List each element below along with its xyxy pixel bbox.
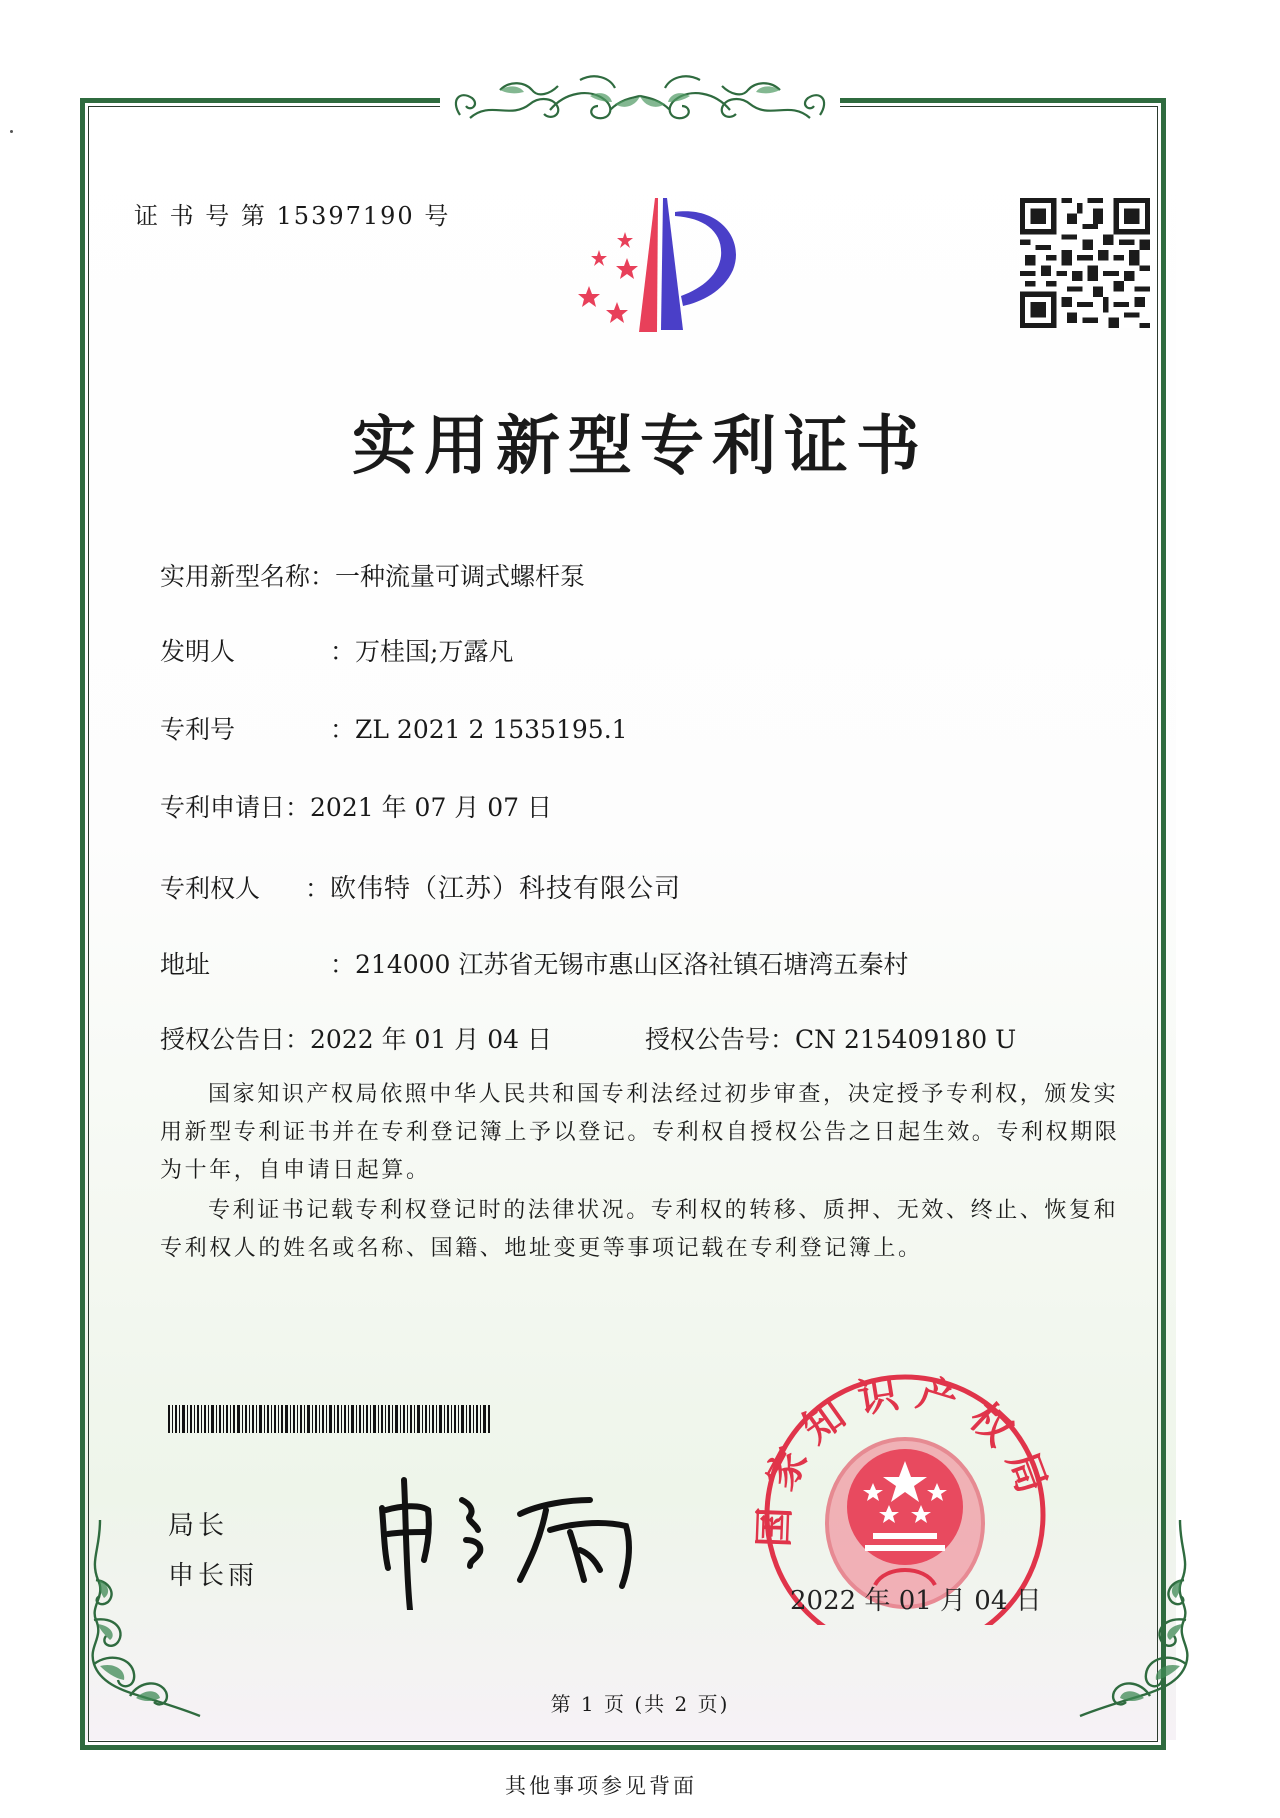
field-patent-number [160, 710, 628, 746]
field-label [160, 945, 330, 981]
label-char: 地 [160, 950, 186, 979]
field-value: CN 215409180 U [795, 1025, 1017, 1054]
label-colon: ： [305, 874, 331, 903]
certificate-title: 实用新型专利证书 [352, 409, 928, 484]
field-patentee [160, 868, 681, 905]
label-char: 号 [210, 715, 236, 744]
field-label: 专利申请日： [160, 793, 311, 822]
field-label: 授权公告号： [645, 1025, 796, 1054]
certificate-number-value: 15397190 [276, 202, 415, 230]
field-value: 一种流量可调式螺杆泵 [335, 562, 586, 591]
certificate-number-suffix: 号 [424, 202, 451, 230]
certificate-number-label: 证 书 号 第 [134, 202, 267, 230]
label-colon: ： [330, 715, 356, 744]
field-label [160, 710, 330, 746]
field-value: 万桂国;万露凡 [355, 637, 514, 666]
label-char: 专 [160, 874, 186, 903]
certificate-number [134, 196, 450, 231]
label-char: 人 [210, 637, 236, 666]
label-char: 利 [185, 874, 211, 903]
director-name: 申长雨 [168, 1561, 259, 1591]
field-value: 欧伟特（江苏）科技有限公司 [330, 874, 682, 904]
label-char: 利 [185, 715, 211, 744]
field-label [160, 869, 305, 905]
page-indicator: 第 1 页 (共 2 页) [550, 1692, 730, 1716]
label-char: 明 [185, 637, 211, 666]
label-char: 专 [160, 715, 186, 744]
body-paragraph-legal-status: 专利证书记载专利权登记时的法律状况。专利权的转移、质押、无效、终止、恢复和专利权人的姓名或名称、国籍、地址变更等事项记载在专利登记簿上。 [160, 1198, 1119, 1261]
label-char: 人 [235, 874, 261, 903]
label-colon: ： [330, 950, 356, 979]
field-value: 214000 江苏省无锡市惠山区洛社镇石塘湾五秦村 [355, 950, 909, 979]
barcode-icon [168, 1405, 490, 1433]
scan-speck [10, 130, 13, 133]
field-grant-announcement-number [645, 1020, 1016, 1056]
field-value: 2022 年 01 月 04 日 [310, 1025, 552, 1054]
field-utility-model-name [160, 557, 585, 593]
back-note: 其他事项参见背面 [505, 1774, 697, 1798]
seal-date: 2022 年 01 月 04 日 [790, 1586, 1042, 1616]
top-ornament-icon [440, 60, 840, 130]
field-label [160, 632, 330, 668]
label-char: 址 [185, 950, 211, 979]
label-colon: ： [330, 637, 356, 666]
field-address [160, 945, 908, 981]
director-title: 局长 [168, 1511, 229, 1541]
label-char: 权 [210, 874, 236, 903]
field-label: 授权公告日： [160, 1025, 311, 1054]
field-grant-announcement-date [160, 1020, 552, 1056]
qr-code-icon [1020, 198, 1150, 328]
signature-icon [370, 1470, 650, 1610]
field-inventors [160, 632, 513, 668]
label-char: 发 [160, 637, 186, 666]
svg-text:国家知识产权局: 国家知识产权局 [755, 1368, 1055, 1549]
body-paragraph-grant: 国家知识产权局依照中华人民共和国专利法经过初步审查，决定授予专利权，颁发实用新型专利证书并在专利登记簿上予以登记。专利权自授权公告之日起生效。专利权期限为十年，自申请日起算。 [160, 1082, 1120, 1183]
field-filing-date [160, 788, 552, 824]
field-value: ZL 2021 2 1535195.1 [355, 715, 628, 744]
field-label: 实用新型名称： [160, 562, 336, 591]
cnipa-logo-icon [545, 190, 745, 335]
field-value: 2021 年 07 月 07 日 [310, 793, 552, 822]
